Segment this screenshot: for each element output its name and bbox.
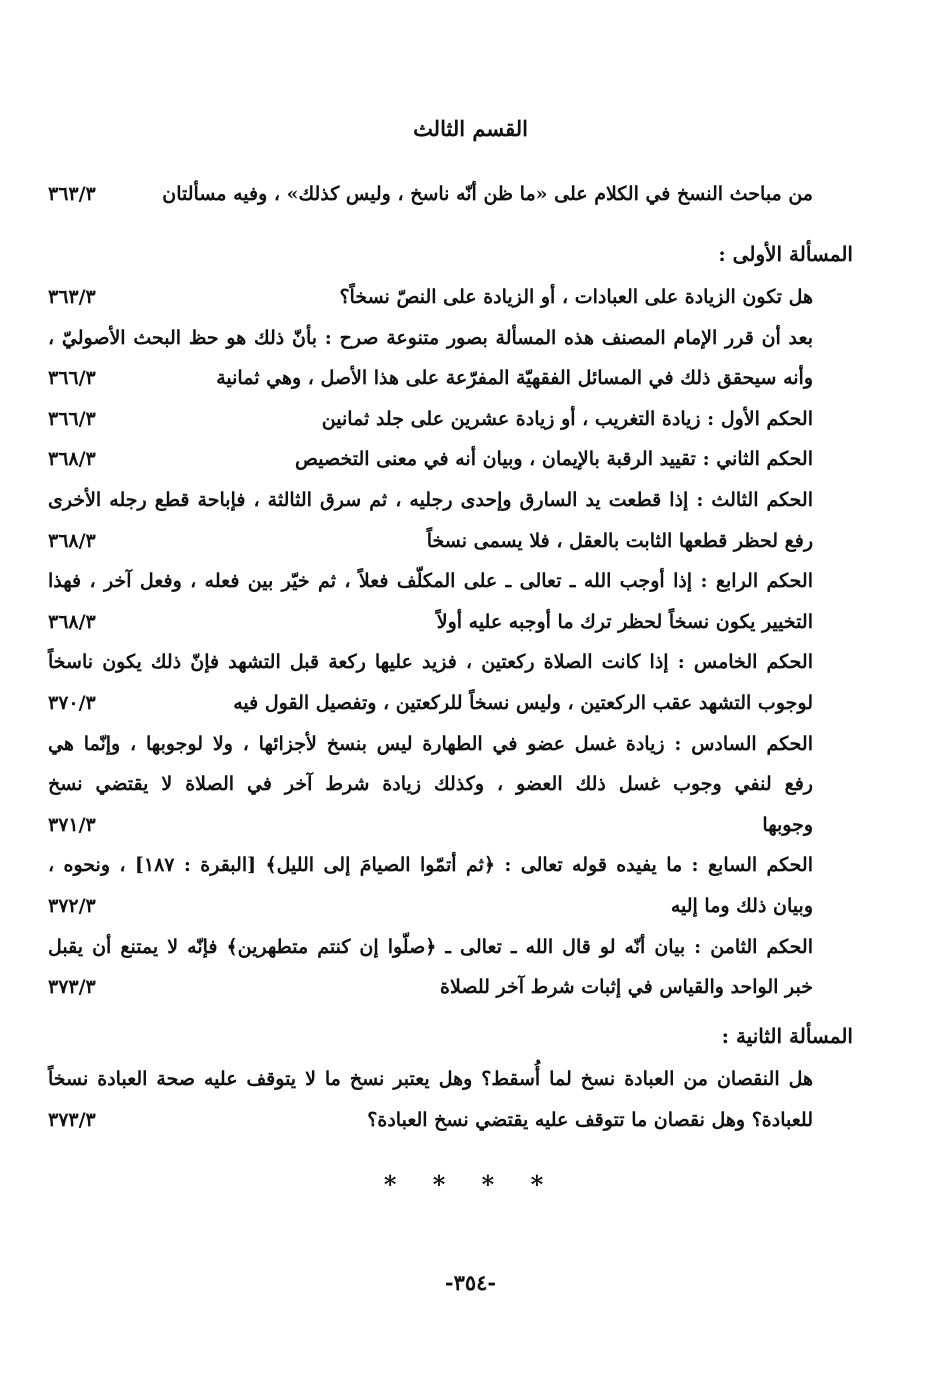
content-line [48, 279, 813, 315]
issue-two-heading: المسألة الثانية : [721, 1024, 853, 1048]
line-text: التخيير يكون نسخاً لحظر ترك ما أوجبه عليه أولاً [436, 610, 813, 633]
line-text: بعد أن قرر الإمام المصنف هذه المسألة بصور متنوعة صرح : بأنّ ذلك هو حظ البحث الأصوليّ ، [48, 326, 813, 349]
page-reference: ٣٧١/٣ [48, 813, 96, 836]
content-line [48, 685, 813, 721]
line-text: الحكم الثاني : تقييد الرقبة بالإيمان ، وبيان أنه في معنى التخصيص [295, 448, 813, 471]
content-line [48, 969, 813, 1005]
content-line [48, 847, 813, 883]
page-number: -٣٥٤- [444, 1270, 497, 1295]
line-text: هل النقصان من العبادة نسخ لما أُسقط؟ وهل يعتبر نسخ ما لا يتوقف عليه صحة العبادة نسخاً [48, 1068, 813, 1090]
content-line [48, 807, 813, 843]
line-text: رفع لحظر قطعها الثابت بالعقل ، فلا يسمى نسخاً [426, 529, 813, 552]
line-text: هل تكون الزيادة على العبادات ، أو الزيادة على النصّ نسخاً؟ [339, 286, 813, 308]
content-line [48, 929, 813, 965]
page-reference: ٣٧٣/٣ [48, 1109, 96, 1131]
section-title: القسم الثالث [413, 116, 528, 141]
page-reference: ٣٧٢/٣ [48, 895, 96, 917]
line-text: الحكم الثامن : بيان أنّه لو قال الله ـ تعالى ـ ﴿صلّوا إن كنتم متطهرين﴾ فإنّه لا يمتنع أن يقبل [48, 935, 813, 958]
line-text: خبر الواحد والقياس في إثبات شرط آخر للصلاة [440, 976, 813, 999]
section-separator-stars: * * * * [383, 1170, 558, 1199]
issue-one-heading: المسألة الأولى : [718, 242, 853, 266]
page-reference: ٣٦٨/٣ [48, 610, 96, 633]
content-line [48, 482, 813, 518]
content-line [48, 401, 813, 437]
content-line [48, 523, 813, 559]
line-text: الحكم الرابع : إذا أوجب الله ـ تعالى ـ على المكلّف فعلاً ، ثم خيّر بين فعله ، وفعل آخر ، فهذا [48, 570, 813, 593]
content-line [48, 360, 813, 396]
page-reference: ٣٧٠/٣ [48, 692, 96, 714]
page-reference: ٣٧٣/٣ [48, 976, 96, 999]
page-reference: ٣٦٦/٣ [48, 367, 96, 390]
line-text: لوجوب التشهد عقب الركعتين ، وليس نسخاً للركعتين ، وتفصيل القول فيه [233, 692, 813, 714]
page-reference: ٣٦٦/٣ [48, 407, 96, 430]
content-line [48, 766, 813, 802]
line-text: وبيان ذلك وما إليه [670, 895, 813, 917]
content-line [48, 1061, 813, 1097]
line-text: الحكم الثالث : إذا قطعت يد السارق وإحدى رجليه ، ثم سرق الثالثة ، فإباحة قطع رجله الأخرى [48, 489, 813, 511]
line-text: الحكم الأول : زيادة التغريب ، أو زيادة عشرين على جلد ثمانين [321, 407, 813, 430]
content-line [48, 1102, 813, 1138]
page-reference: ٣٦٨/٣ [48, 529, 96, 552]
line-text: وجوبها [762, 813, 813, 836]
line-text: الحكم الخامس : إذا كانت الصلاة ركعتين ، فزيد عليها ركعة قبل التشهد فإنّ ذلك يكون ناسخاً [48, 651, 813, 674]
content-line [48, 604, 813, 640]
content-line [48, 888, 813, 924]
intro-line [48, 176, 813, 212]
content-line [48, 644, 813, 680]
intro-text: من مباحث النسخ في الكلام على «ما ظن أنّه ناسخ ، وليس كذلك» ، وفيه مسألتان [162, 183, 813, 205]
line-text: الحكم السابع : ما يفيده قوله تعالى : ﴿ثم أتمّوا الصيامَ إلى الليل﴾ [البقرة : ١٨٧] ، ونحوه ، [48, 854, 813, 877]
page-reference: ٣٦٨/٣ [48, 448, 96, 471]
line-text: وأنه سيحقق ذلك في المسائل الفقهيّة المفرّعة على هذا الأصل ، وهي ثمانية [216, 367, 813, 390]
line-text: للعبادة؟ وهل نقصان ما تتوقف عليه يقتضي نسخ العبادة؟ [367, 1109, 813, 1131]
content-line [48, 726, 813, 762]
line-text: الحكم السادس : زيادة غسل عضو في الطهارة ليس بنسخ لأجزائها ، ولا لوجوبها ، وإنّما هي [48, 732, 813, 755]
line-text: رفع لنفي وجوب غسل ذلك العضو ، وكذلك زيادة شرط آخر في الصلاة لا يقتضي نسخ [48, 773, 813, 796]
content-line [48, 320, 813, 356]
content-line [48, 563, 813, 599]
content-line [48, 441, 813, 477]
page-reference: ٣٦٣/٣ [48, 183, 96, 205]
page-reference: ٣٦٣/٣ [48, 286, 96, 308]
